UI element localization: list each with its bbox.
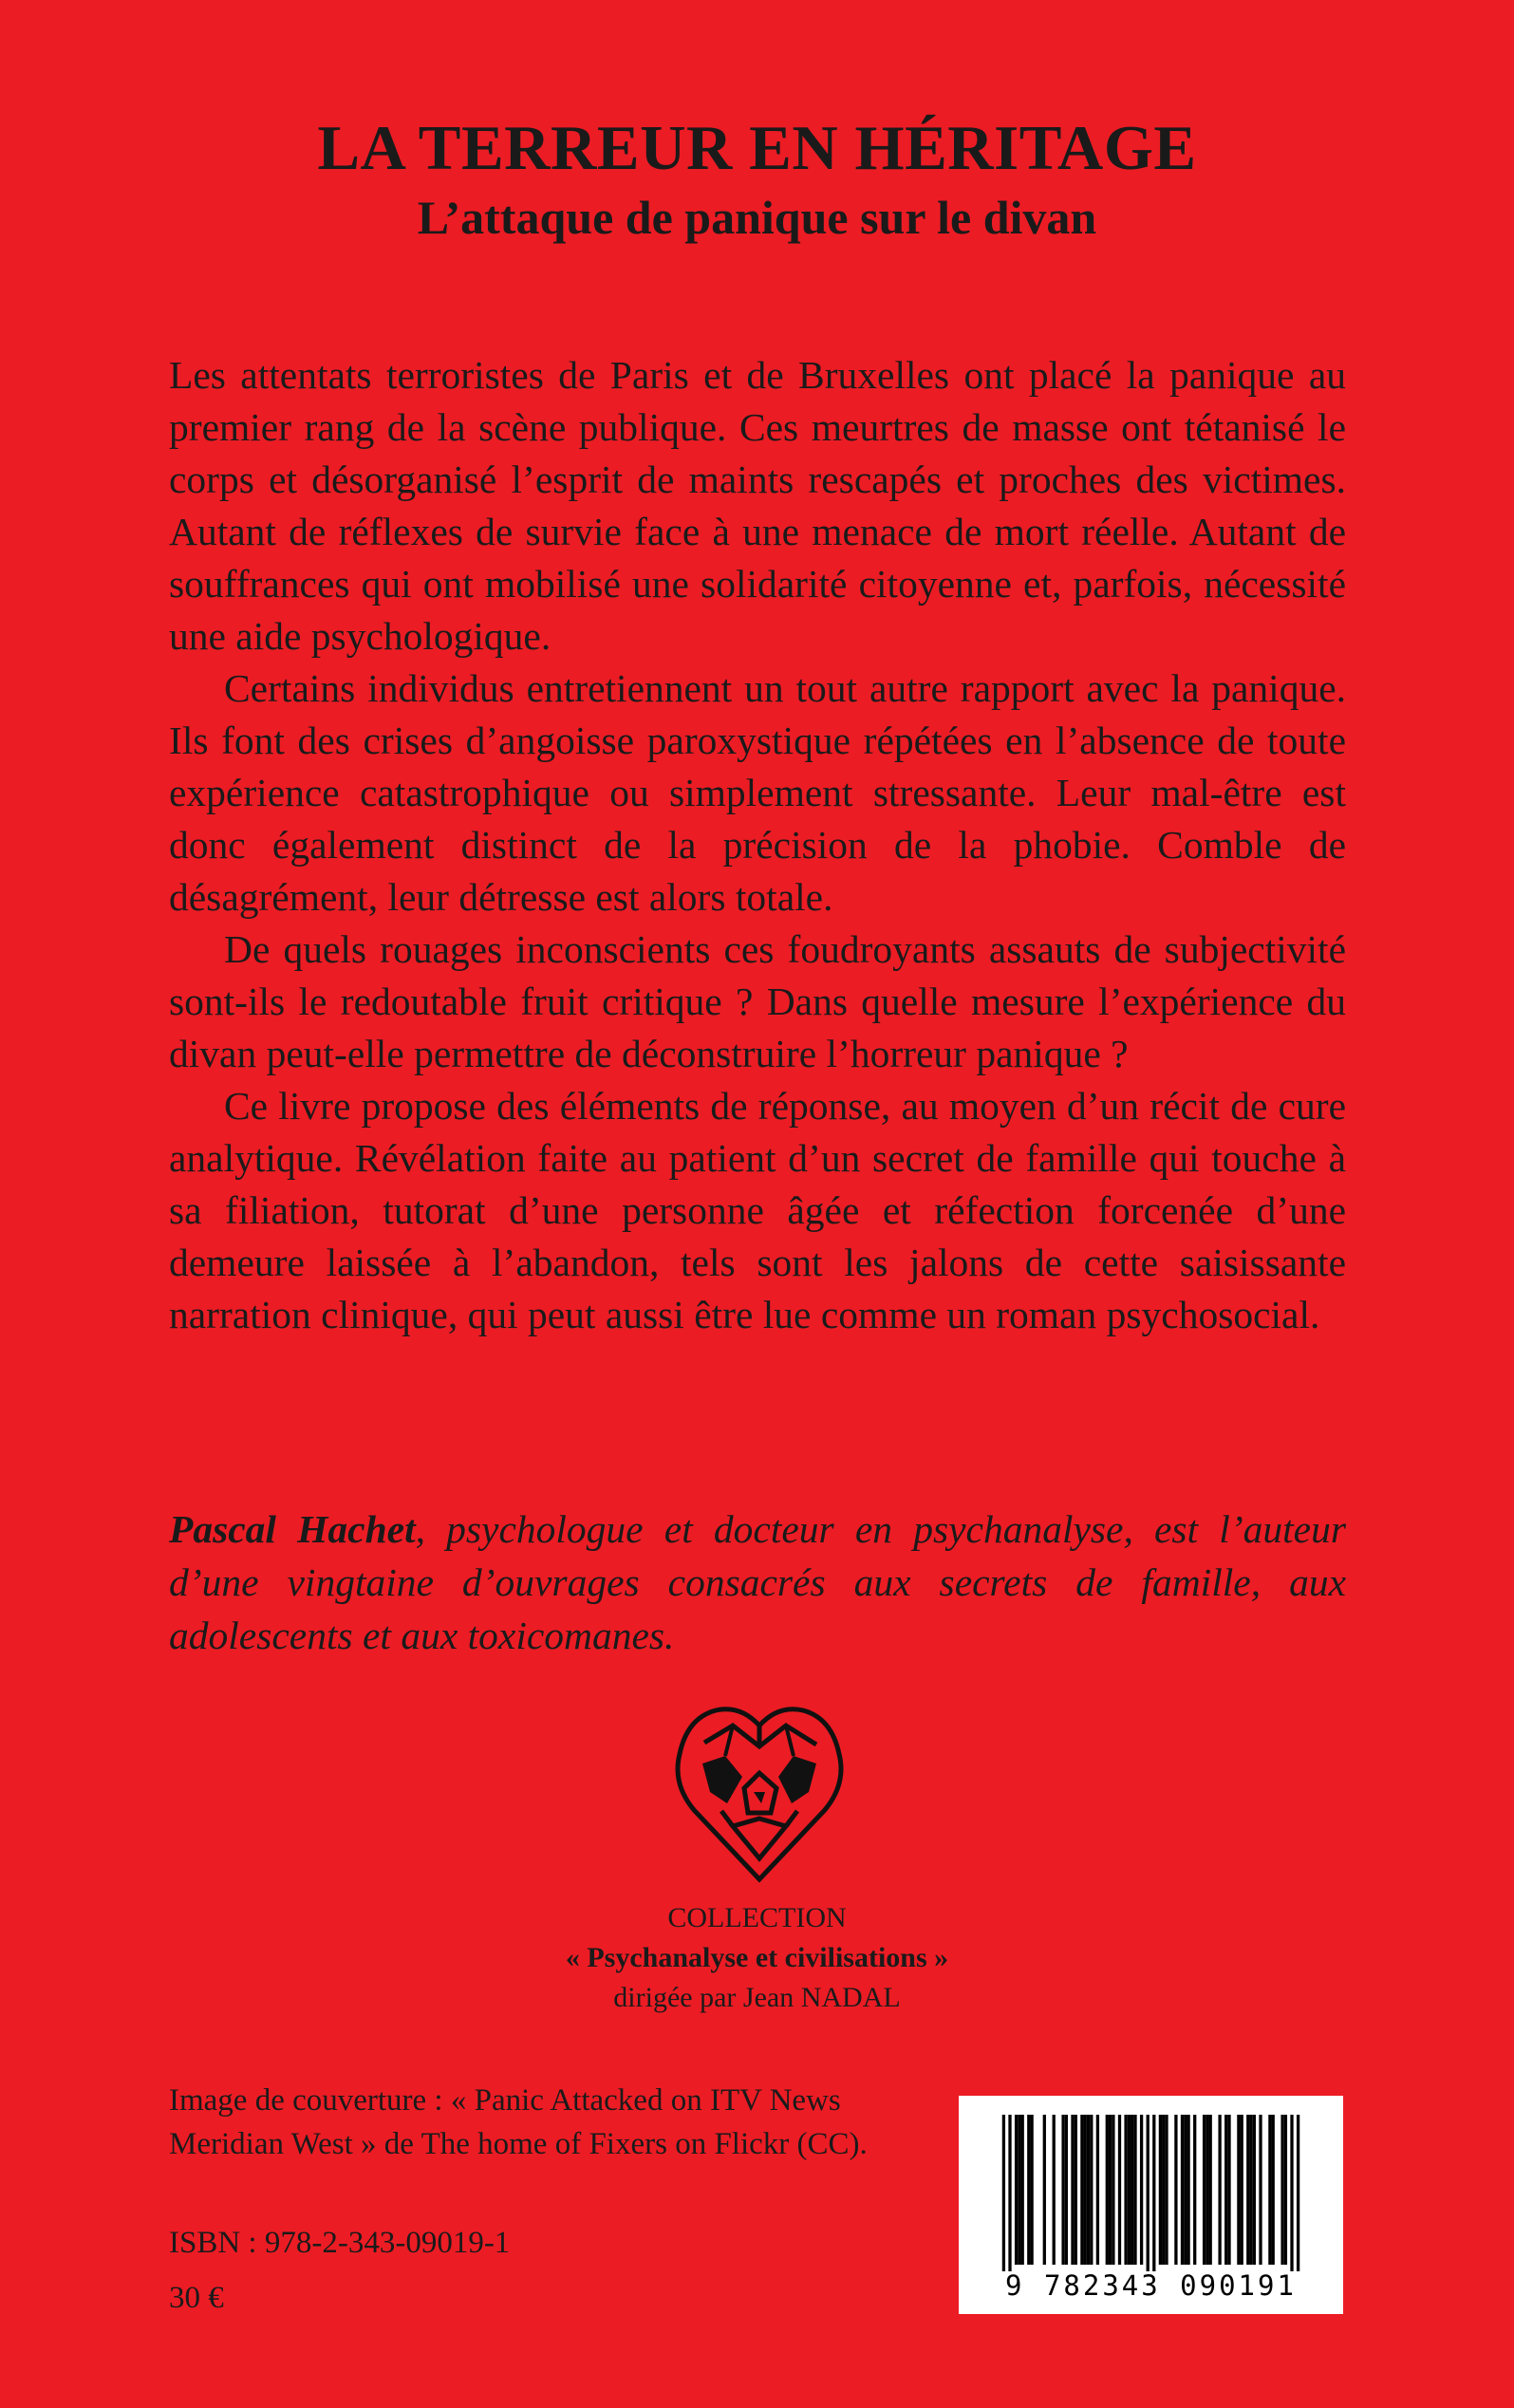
barcode-bar: [1075, 2115, 1077, 2265]
barcode-bar: [1162, 2115, 1165, 2265]
barcode-bar: [1112, 2115, 1114, 2265]
barcode-bar: [1290, 2115, 1293, 2271]
blurb-paragraph: Ce livre propose des éléments de réponse, au moyen d’un récit de cure analytique. Révélation faite au patient d’un secret de famille qui touche à sa filiation, tutorat d’une personne âgée et réfection forcenée d’une demeure laissée à l’abandon, tels sont les jalons de cette saisissante narration clinique, qui peut aussi être lue comme un roman psychosocial.: [169, 1084, 1346, 1336]
barcode-bar: [1061, 2115, 1064, 2265]
barcode-bar: [1071, 2115, 1074, 2265]
cover-image-credit: Image de couverture : « Panic Attacked on ITV News Meridian West » de The home of Fixers on Flickr (CC).: [169, 2083, 868, 2161]
barcode-bar: [1253, 2115, 1256, 2265]
barcode-bar: [1080, 2115, 1083, 2265]
barcode-bar: [1043, 2115, 1046, 2265]
barcode-bar: [1209, 2115, 1212, 2265]
author-bio-text: , psychologue et docteur en psychanalyse, est l’auteur d’une vingtaine d’ouvrages consacrés aux secrets de famille, aux adolescents et aux toxicomanes.: [169, 1507, 1346, 1657]
barcode-bar: [1128, 2115, 1131, 2265]
barcode-bar: [1272, 2115, 1275, 2265]
barcode-bar: [1053, 2115, 1056, 2265]
barcode-bar: [1280, 2115, 1283, 2265]
barcode-bar: [1241, 2115, 1243, 2265]
barcode-bar: [1131, 2115, 1133, 2265]
author-bio: [169, 1503, 1346, 1662]
barcode-bar: [1140, 2115, 1143, 2265]
barcode-bar: [1087, 2115, 1090, 2265]
barcode-bar: [1297, 2115, 1299, 2271]
barcode-bar: [1018, 2115, 1020, 2265]
blurb-paragraph: Certains individus entretiennent un tout autre rapport avec la panique. Ils font des crises d’angoisse paroxystique répétées en l’absence de toute expérience catastrophique ou simplement stressante. Leur mal-être est donc également distinct de la précision de la phobie. Comble de désagrément, leur détresse est alors totale.: [169, 666, 1346, 919]
barcode-bar: [1152, 2115, 1155, 2271]
barcode-bar: [1259, 2115, 1262, 2265]
barcode-bar: [1224, 2115, 1227, 2265]
barcode-bars-icon: [959, 2096, 1343, 2271]
price: 30 €: [169, 2281, 224, 2315]
barcode-bar: [1181, 2115, 1184, 2265]
collection-name: « Psychanalyse et civilisations »: [565, 1942, 949, 1973]
barcode-bar: [1184, 2115, 1187, 2265]
barcode-bar: [1021, 2115, 1024, 2265]
isbn: ISBN : 978-2-343-09019-1: [169, 2226, 511, 2260]
barcode-bar: [1174, 2115, 1177, 2265]
barcode-bar: [1124, 2115, 1127, 2265]
barcode-bar: [1203, 2115, 1206, 2265]
barcode-bar: [1268, 2115, 1271, 2265]
author-name: Pascal Hachet: [169, 1507, 416, 1551]
blurb: [169, 349, 1346, 1341]
barcode-bar: [1165, 2115, 1168, 2265]
barcode-digits: 9 782343 090191: [1005, 2269, 1297, 2302]
barcode-bar: [1030, 2115, 1033, 2265]
barcode-bar: [1118, 2115, 1121, 2265]
barcode-bar: [1227, 2115, 1230, 2265]
barcode-bar: [1090, 2115, 1093, 2265]
barcode-bar: [1027, 2115, 1030, 2265]
barcode-bar: [1096, 2115, 1099, 2265]
barcode-bar: [1249, 2115, 1252, 2265]
barcode-bar: [1246, 2115, 1249, 2265]
barcode-bar: [1008, 2115, 1011, 2271]
barcode-bar: [1206, 2115, 1208, 2265]
barcode-bar: [1218, 2115, 1221, 2265]
collection-info: [0, 1898, 1514, 2018]
blurb-paragraph: De quels rouages inconscients ces foudroyants assauts de subjectivité sont-ils le redoutable fruit critique ? Dans quelle mesure l’expérience du divan peut-elle permettre de déconstruire l’horreur panique ?: [169, 927, 1346, 1075]
barcode-bar: [1002, 2115, 1005, 2271]
barcode-bar: [1015, 2115, 1018, 2265]
barcode-bar: [1159, 2115, 1162, 2265]
barcode-bar: [1109, 2115, 1112, 2265]
barcode-bar: [1193, 2115, 1196, 2265]
barcode-bar: [1187, 2115, 1189, 2265]
book-subtitle: L’attaque de panique sur le divan: [417, 191, 1097, 244]
blurb-paragraph: Les attentats terroristes de Paris et de Bruxelles ont placé la panique au premier rang de la scène publique. Ces meurtres de masse ont tétanisé le corps et désorganisé l’esprit de maints rescapés et proches des victimes. Autant de réflexes de survie face à une menace de mort réelle. Autant de souffrances qui ont mobilisé une solidarité citoyenne et, parfois, nécessité une aide psychologique.: [169, 353, 1346, 658]
collection-label: COLLECTION: [667, 1902, 847, 1933]
barcode-bar: [1084, 2115, 1087, 2265]
barcode-bar: [1106, 2115, 1109, 2265]
collection-emblem-icon: [666, 1697, 852, 1883]
barcode-bar: [1133, 2115, 1136, 2265]
barcode-bar: [1147, 2115, 1150, 2271]
barcode: [959, 2096, 1343, 2314]
barcode-bar: [1065, 2115, 1068, 2265]
barcode-bar: [1237, 2115, 1240, 2265]
book-title: LA TERREUR EN HÉRITAGE: [317, 113, 1197, 183]
barcode-bar: [1284, 2115, 1287, 2265]
collection-director: dirigée par Jean NADAL: [613, 1982, 901, 2013]
